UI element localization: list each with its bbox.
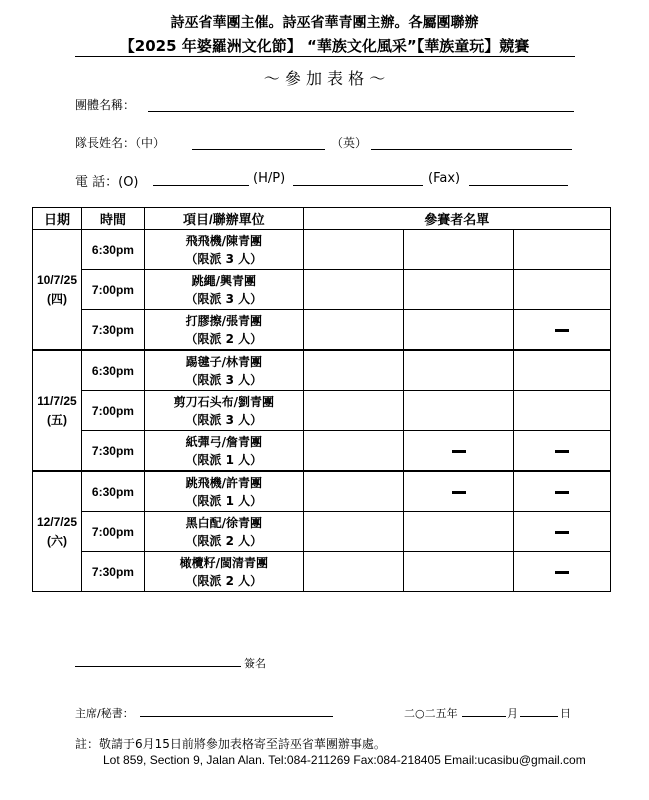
not-applicable-dash-icon — [555, 491, 569, 494]
participant-cell[interactable] — [404, 512, 514, 552]
captain-name-cn-label: 隊長姓名：（中） — [75, 136, 166, 150]
participant-cell[interactable] — [303, 431, 404, 472]
col-header-time: 時間 — [81, 208, 144, 230]
participant-cell[interactable] — [514, 270, 611, 310]
time-cell: 7:00pm — [81, 391, 144, 431]
date-value: 12/7/25 — [36, 514, 77, 529]
date-cell — [33, 230, 82, 351]
time-cell: 6:30pm — [81, 230, 144, 270]
col-header-item: 項目/聯辦單位 — [144, 208, 303, 230]
participant-cell[interactable] — [404, 230, 514, 270]
participant-cell[interactable] — [303, 552, 404, 592]
signature-line[interactable] — [75, 666, 241, 667]
date-year-label: 二○二五年 — [404, 707, 458, 720]
item-limit: （限派 2 人） — [185, 573, 263, 588]
chair-secretary-label: 主席/秘書： — [75, 707, 134, 720]
item-name: 紙彈弓/詹青團 — [185, 434, 262, 449]
participant-cell[interactable] — [404, 391, 514, 431]
chair-secretary-field[interactable] — [140, 716, 333, 717]
item-cell — [144, 512, 303, 552]
item-cell — [144, 391, 303, 431]
date-day-label: 日 — [560, 707, 571, 720]
item-cell — [144, 310, 303, 351]
footer-address: Lot 859, Section 9, Jalan Alan. Tel:084-211269 Fax:084-218405 Email:ucasibu@gmail.com — [103, 753, 586, 767]
item-cell — [144, 431, 303, 472]
participant-cell[interactable] — [404, 350, 514, 391]
item-limit: （限派 2 人） — [185, 533, 263, 548]
table-row — [33, 310, 611, 351]
participant-cell — [404, 431, 514, 472]
not-applicable-dash-icon — [452, 491, 466, 494]
form-title: ～ 參 加 表 格 ～ — [263, 69, 386, 88]
participant-cell[interactable] — [514, 350, 611, 391]
participant-cell[interactable] — [303, 512, 404, 552]
participant-cell[interactable] — [303, 230, 404, 270]
phone-office-field[interactable] — [153, 185, 249, 186]
participant-cell[interactable] — [303, 350, 404, 391]
registration-table — [32, 207, 611, 592]
weekday-value: (四) — [46, 291, 67, 306]
date-month-label: 月 — [507, 707, 518, 720]
table-row — [33, 431, 611, 472]
item-limit: （限派 3 人） — [185, 251, 263, 266]
item-name: 跳繩/興青團 — [191, 273, 256, 288]
participant-cell — [514, 471, 611, 512]
participant-cell[interactable] — [303, 391, 404, 431]
not-applicable-dash-icon — [555, 571, 569, 574]
table-row — [33, 270, 611, 310]
not-applicable-dash-icon — [555, 329, 569, 332]
time-cell: 6:30pm — [81, 350, 144, 391]
fax-label: (Fax) — [428, 171, 461, 186]
date-month-field[interactable] — [462, 716, 506, 717]
item-name: 剪刀石头布/劉青團 — [173, 394, 274, 409]
not-applicable-dash-icon — [555, 450, 569, 453]
table-row — [33, 391, 611, 431]
item-limit: （限派 3 人） — [185, 372, 263, 387]
participant-cell — [514, 552, 611, 592]
participant-cell — [514, 310, 611, 351]
header-organizers: 詩巫省華團主催。詩巫省華青團主辦。各屬團聯辦 — [170, 15, 479, 31]
signature-label: 簽名 — [244, 657, 266, 670]
item-limit: （限派 2 人） — [185, 331, 263, 346]
table-row — [33, 230, 611, 270]
col-header-participants: 參賽者名單 — [303, 208, 610, 230]
participant-cell — [404, 471, 514, 512]
captain-name-en-field[interactable] — [371, 149, 572, 150]
time-cell: 6:30pm — [81, 471, 144, 512]
fax-field[interactable] — [469, 185, 568, 186]
participant-cell[interactable] — [404, 552, 514, 592]
time-cell: 7:30pm — [81, 552, 144, 592]
participant-cell[interactable] — [404, 310, 514, 351]
item-name: 橄欖籽/閩清青團 — [179, 555, 268, 570]
item-cell — [144, 471, 303, 512]
participant-cell — [514, 512, 611, 552]
org-name-label: 團體名稱： — [75, 98, 136, 112]
date-value: 11/7/25 — [37, 393, 77, 408]
org-name-field[interactable] — [148, 111, 574, 112]
time-cell: 7:00pm — [81, 512, 144, 552]
date-value: 10/7/25 — [36, 272, 77, 287]
item-name: 踢毽子/林青團 — [185, 354, 262, 369]
phone-hp-field[interactable] — [293, 185, 423, 186]
captain-name-cn-field[interactable] — [192, 149, 325, 150]
item-limit: （限派 3 人） — [185, 291, 263, 306]
not-applicable-dash-icon — [452, 450, 466, 453]
participant-cell[interactable] — [514, 230, 611, 270]
item-limit: （限派 1 人） — [185, 452, 263, 467]
item-cell — [144, 350, 303, 391]
time-cell: 7:30pm — [81, 431, 144, 472]
table-row — [33, 471, 611, 512]
participant-cell[interactable] — [303, 270, 404, 310]
table-header-row — [33, 208, 611, 230]
participant-cell — [514, 431, 611, 472]
item-name: 黑白配/徐青團 — [185, 515, 262, 530]
date-cell — [33, 350, 82, 471]
header-event-title: 【2025 年婆羅洲文化節】 “華族文化風采”【華族童玩】競賽 — [119, 37, 530, 55]
item-cell — [144, 552, 303, 592]
participant-cell[interactable] — [303, 471, 404, 512]
item-cell — [144, 270, 303, 310]
footer-note: 註：敬請于6月15日前將參加表格寄至詩巫省華團辦事處。 — [75, 737, 386, 751]
table-row — [33, 552, 611, 592]
header-divider — [75, 56, 575, 57]
captain-name-en-label: （英） — [331, 136, 368, 150]
participant-cell[interactable] — [514, 391, 611, 431]
date-day-field[interactable] — [520, 716, 558, 717]
table-row — [33, 350, 611, 391]
weekday-value: (六) — [46, 533, 67, 548]
item-name: 打膠擦/張青團 — [185, 313, 262, 328]
participant-cell[interactable] — [303, 310, 404, 351]
participant-cell[interactable] — [404, 270, 514, 310]
item-limit: （限派 1 人） — [185, 493, 263, 508]
item-name: 跳飛機/許青團 — [185, 475, 262, 490]
phone-office-label: 電 話：(O) — [75, 175, 139, 190]
weekday-value: (五) — [46, 412, 67, 427]
col-header-date: 日期 — [33, 208, 82, 230]
date-cell — [33, 471, 82, 592]
item-limit: （限派 3 人） — [185, 412, 263, 427]
time-cell: 7:00pm — [81, 270, 144, 310]
phone-hp-label: (H/P) — [253, 171, 286, 186]
time-cell: 7:30pm — [81, 310, 144, 351]
not-applicable-dash-icon — [555, 531, 569, 534]
item-cell — [144, 230, 303, 270]
table-row — [33, 512, 611, 552]
item-name: 飛飛機/陳青團 — [185, 233, 262, 248]
